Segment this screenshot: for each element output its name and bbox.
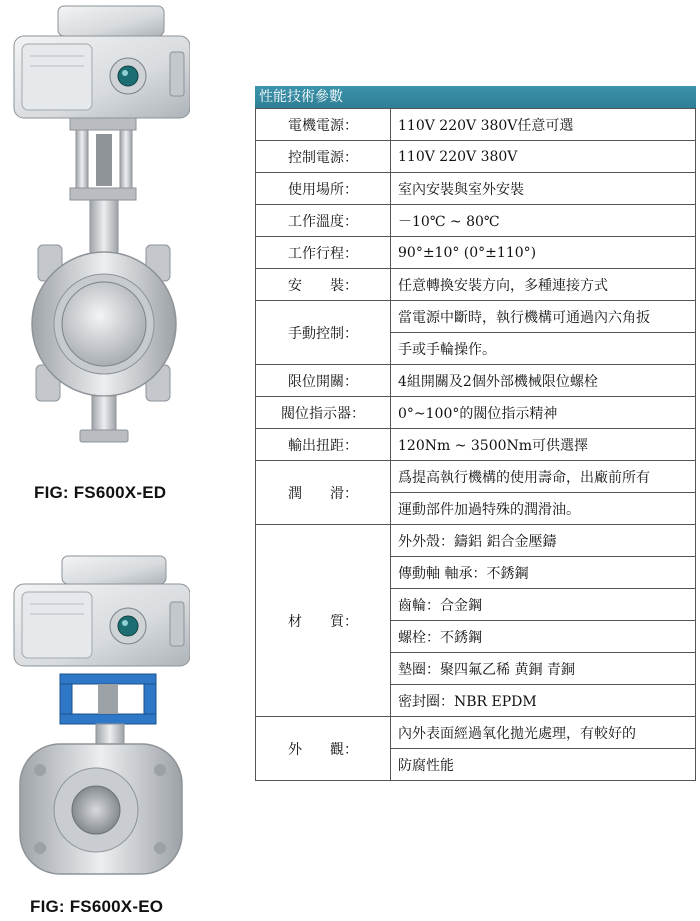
row-value: 90°±10° (0°±110°) xyxy=(391,237,696,269)
table-row xyxy=(256,365,696,397)
row-label: 材 質： xyxy=(256,525,391,717)
row-value: 爲提高執行機構的使用壽命，出廠前所有 xyxy=(391,461,696,493)
valve-ed-illustration xyxy=(10,0,190,470)
row-value: 當電源中斷時，執行機構可通過內六角扳 xyxy=(391,301,696,333)
row-label: 潤 滑： xyxy=(256,461,391,525)
spec-table-body xyxy=(255,108,696,781)
row-label: 輸出扭距： xyxy=(256,429,391,461)
row-value: 螺栓：不銹鋼 xyxy=(391,621,696,653)
table-row xyxy=(256,525,696,557)
table-row xyxy=(256,269,696,301)
row-value: 內外表面經過氧化拋光處理，有較好的 xyxy=(391,717,696,749)
valve-image-ed xyxy=(10,0,190,470)
valve-eo-illustration xyxy=(10,548,190,888)
table-row xyxy=(256,301,696,333)
row-label: 限位開關： xyxy=(256,365,391,397)
table-row xyxy=(256,237,696,269)
row-value: 0°~100°的閥位指示精神 xyxy=(391,397,696,429)
row-label: 閥位指示器： xyxy=(256,397,391,429)
row-value: 110V 220V 380V任意可選 xyxy=(391,109,696,141)
row-value: 防腐性能 xyxy=(391,749,696,781)
figure-caption-eo: FIG: FS600X-EO xyxy=(30,897,164,916)
row-value: 手或手輪操作。 xyxy=(391,333,696,365)
table-row xyxy=(256,717,696,749)
row-label: 手動控制： xyxy=(256,301,391,365)
row-value: 任意轉換安裝方向，多種連接方式 xyxy=(391,269,696,301)
row-value: 110V 220V 380V xyxy=(391,141,696,173)
table-row xyxy=(256,109,696,141)
table-row xyxy=(256,461,696,493)
row-value: 運動部件加過特殊的潤滑油。 xyxy=(391,493,696,525)
row-label: 安 裝： xyxy=(256,269,391,301)
row-value: 室內安裝與室外安裝 xyxy=(391,173,696,205)
row-value: －10℃ ~ 80℃ xyxy=(391,205,696,237)
row-value: 4組開關及2個外部機械限位螺栓 xyxy=(391,365,696,397)
row-value: 齒輪：合金鋼 xyxy=(391,589,696,621)
spec-table xyxy=(255,86,696,781)
row-value: 120Nm ~ 3500Nm可供選擇 xyxy=(391,429,696,461)
row-label: 控制電源： xyxy=(256,141,391,173)
row-label: 工作行程： xyxy=(256,237,391,269)
row-label: 使用場所： xyxy=(256,173,391,205)
table-row xyxy=(256,205,696,237)
row-value: 外外殼：鑄鋁 鋁合金壓鑄 xyxy=(391,525,696,557)
table-row xyxy=(256,397,696,429)
figure-caption-ed: FIG: FS600X-ED xyxy=(34,483,167,502)
row-value: 密封圈：NBR EPDM xyxy=(391,685,696,717)
row-value: 傳動軸 軸承：不銹鋼 xyxy=(391,557,696,589)
spec-table-header: 性能技術參數 xyxy=(255,86,696,108)
table-row xyxy=(256,173,696,205)
table-row xyxy=(256,429,696,461)
valve-image-eo xyxy=(10,548,190,888)
row-label: 電機電源： xyxy=(256,109,391,141)
row-label: 外 觀： xyxy=(256,717,391,781)
table-row xyxy=(256,141,696,173)
row-label: 工作溫度： xyxy=(256,205,391,237)
row-value: 墊圈：聚四氟乙稀 黄銅 青銅 xyxy=(391,653,696,685)
